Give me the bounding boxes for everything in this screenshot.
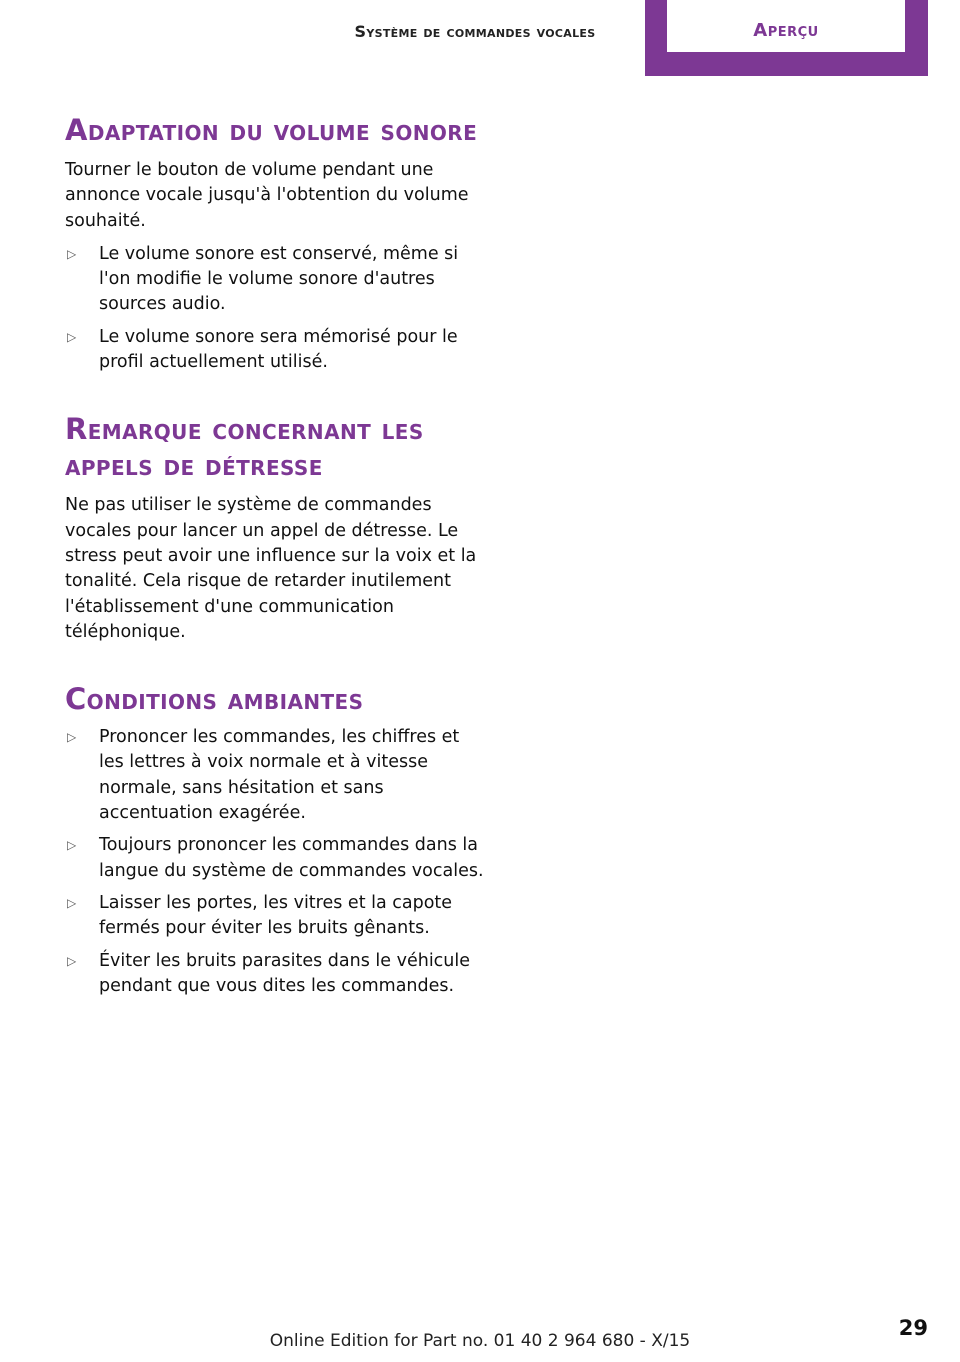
paragraph: Tourner le bouton de volume pendant une annonce vocale jusqu'à l'obtention du volume souhaité.	[65, 160, 469, 231]
bullet-text: Prononcer les commandes, les chiffres et les lettres à voix normale et à vitesse normale, sans hésitation et sans accentuation exagérée.	[99, 727, 460, 824]
bullet-item	[65, 725, 485, 826]
bullet-item	[65, 833, 485, 884]
bullet-text: Éviter les bruits parasites dans le véhicule pendant que vous dites les commandes.	[99, 950, 471, 996]
triangle-bullet-icon: ▷	[67, 953, 77, 968]
chapter-tab-label: Aperçu	[753, 20, 819, 41]
bullet-list	[65, 725, 485, 999]
bullet-text: Toujours prononcer les commandes dans la langue du système de commandes vocales.	[99, 835, 484, 881]
section-volume	[65, 112, 485, 375]
running-header-section: Système de commandes vocales	[354, 22, 596, 41]
chapter-tab-inner	[667, 0, 905, 52]
bullet-text: Laisser les portes, les vitres et la capote fermés pour éviter les bruits gênants.	[99, 892, 453, 939]
bullet-item	[65, 949, 485, 1000]
section-ambient-conditions	[65, 681, 485, 999]
section-title: Conditions ambiantes	[65, 682, 364, 717]
section-title: Adaptation du volume sonore	[65, 113, 478, 147]
bullet-item	[65, 242, 485, 318]
section-emergency-calls	[65, 411, 485, 645]
bullet-text: Le volume sonore est conservé, même si l'on modifie le volume sonore d'autres sources audio.	[99, 243, 459, 315]
page-number: 29	[898, 1316, 928, 1340]
triangle-bullet-icon: ▷	[67, 895, 77, 910]
bullet-item	[65, 891, 485, 942]
bullet-list	[65, 242, 485, 375]
bullet-text: Le volume sonore sera mémorisé pour le profil actuellement utilisé.	[99, 326, 458, 373]
main-content	[65, 112, 485, 1035]
footer-edition: Online Edition for Part no. 01 40 2 964 680 - X/15	[269, 1331, 691, 1351]
section-title: Remarque concernant les appels de détresse	[65, 412, 424, 483]
triangle-bullet-icon: ▷	[67, 838, 77, 853]
triangle-bullet-icon: ▷	[67, 730, 77, 745]
paragraph: Ne pas utiliser le système de commandes vocales pour lancer un appel de détresse. Le stress peut avoir une influence sur la voix et la tonalité. Cela risque de retarder inutilement l'établissement d'une communication téléphonique.	[65, 495, 477, 642]
triangle-bullet-icon: ▷	[67, 329, 77, 344]
chapter-tab	[645, 0, 928, 76]
triangle-bullet-icon: ▷	[67, 246, 77, 261]
bullet-item	[65, 325, 485, 376]
